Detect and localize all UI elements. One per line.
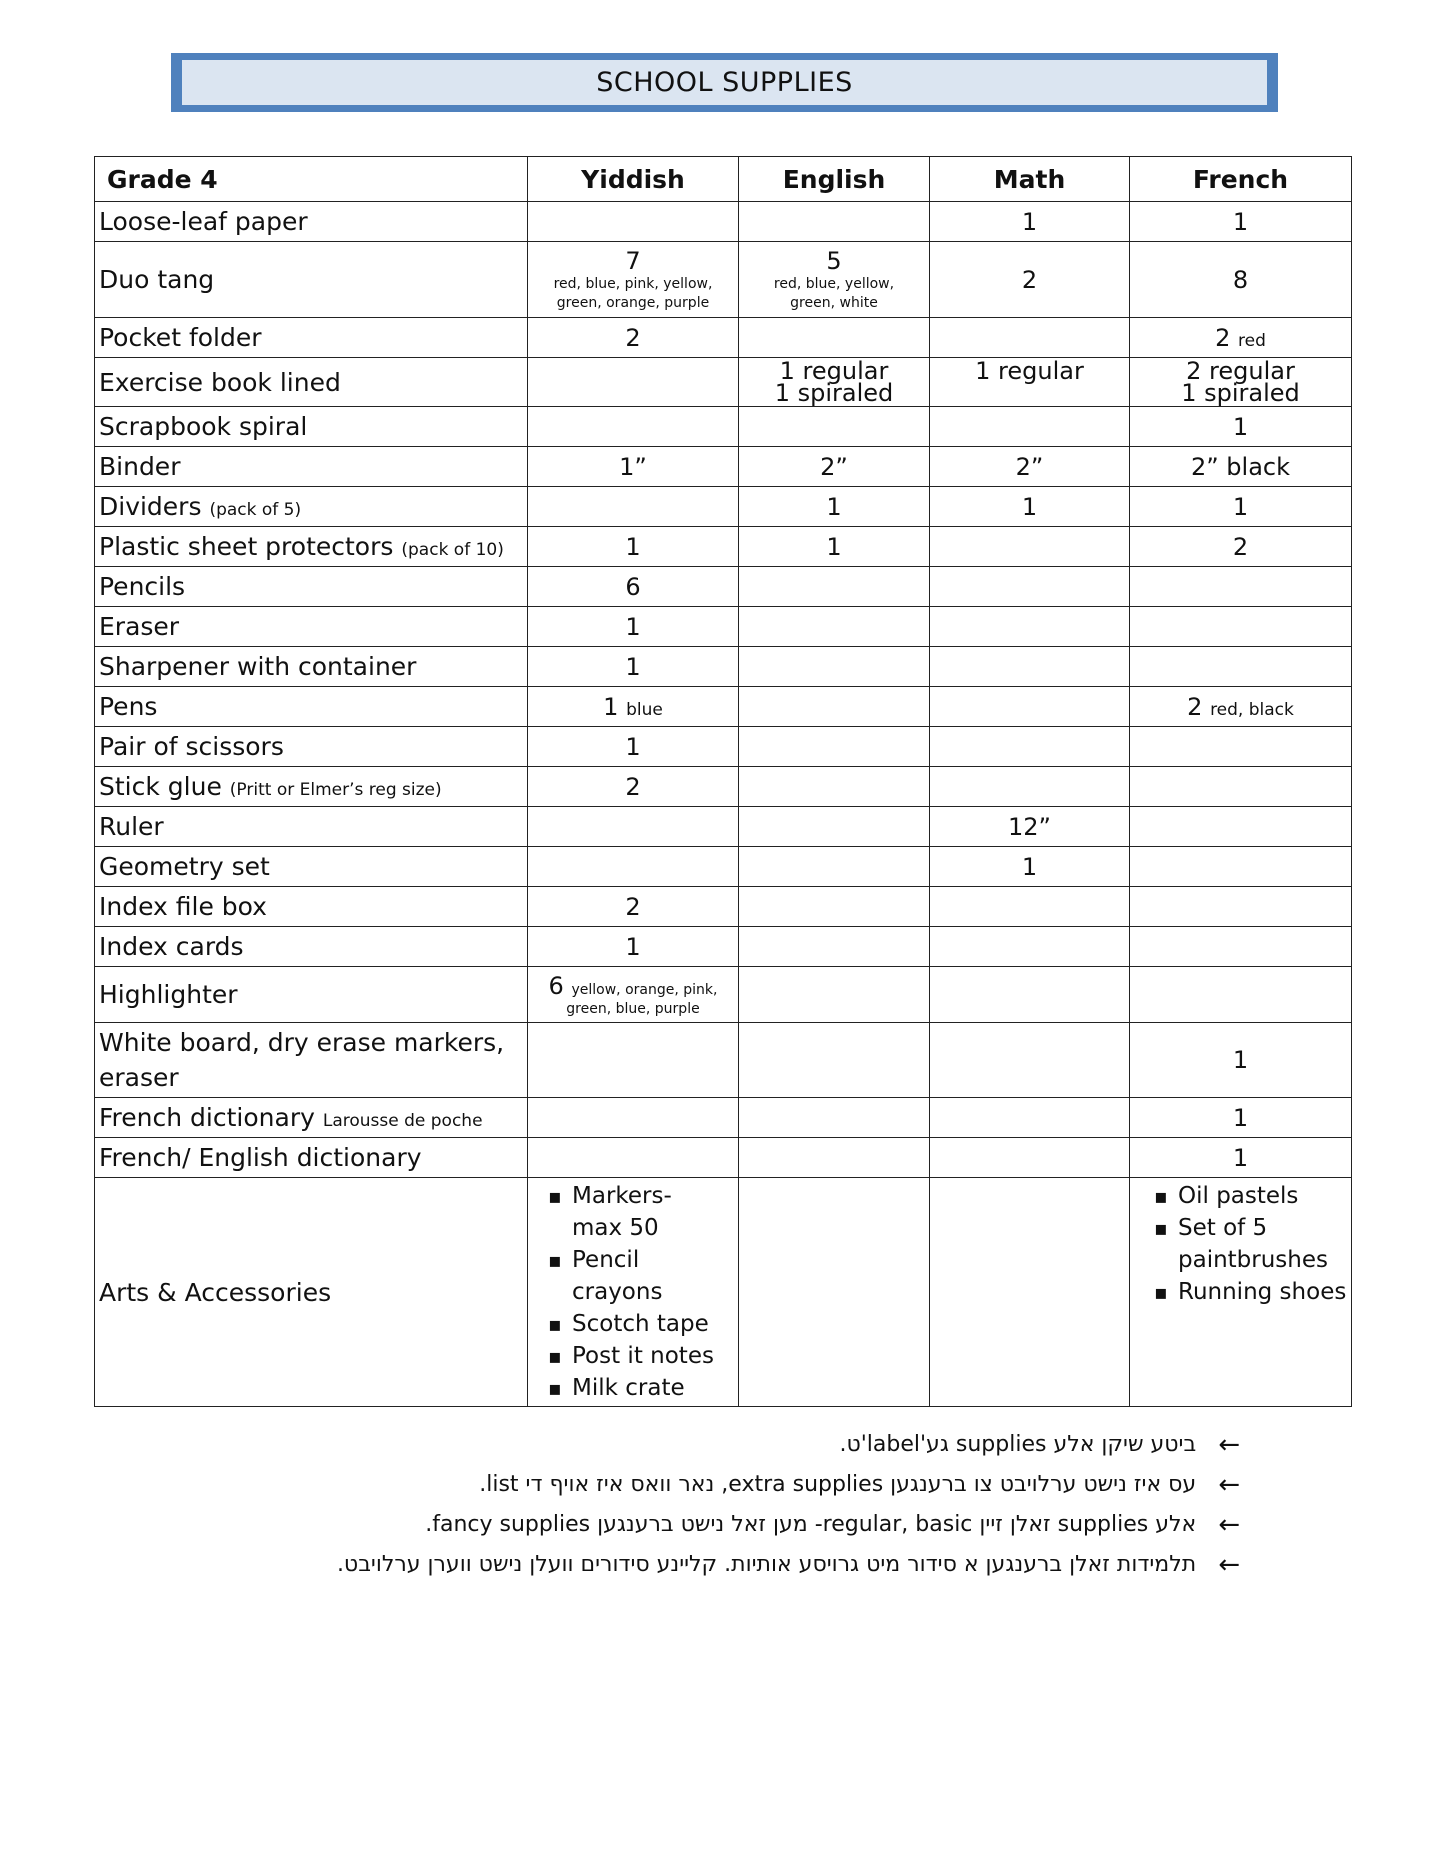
- table-row: [95, 487, 1352, 527]
- yiddish-cell: [528, 967, 739, 1023]
- french-qty: 2: [1187, 692, 1203, 721]
- table-row: [95, 607, 1352, 647]
- english-cell: [739, 767, 930, 807]
- french-cell: 1: [1130, 1098, 1352, 1138]
- yiddish-cell: [528, 1023, 739, 1098]
- french-cell: [1130, 807, 1352, 847]
- yiddish-cell: 2: [528, 318, 739, 358]
- list-item: ▪ Scotch tape: [572, 1308, 734, 1340]
- item-name: Arts & Accessories: [95, 1178, 528, 1407]
- yiddish-cell: 1: [528, 927, 739, 967]
- table-row: [95, 847, 1352, 887]
- french-cell: 1: [1130, 407, 1352, 447]
- math-cell: [930, 887, 1130, 927]
- table-row: [95, 967, 1352, 1023]
- arrow-left-icon: ←: [1218, 1430, 1240, 1460]
- list-item: ▪ Running shoes: [1178, 1276, 1347, 1308]
- yiddish-qty: 7: [625, 246, 641, 275]
- arrow-left-icon: ←: [1218, 1550, 1240, 1580]
- item-name: Geometry set: [95, 847, 528, 887]
- note-line: [200, 1465, 1240, 1505]
- table-row: [95, 647, 1352, 687]
- math-cell: [930, 358, 1130, 407]
- yiddish-detail-line-1: yellow, orange, pink,: [571, 981, 718, 998]
- english-cell: [739, 1178, 930, 1407]
- french-cell: [1130, 887, 1352, 927]
- english-cell: [739, 567, 930, 607]
- item-name: Pencils: [95, 567, 528, 607]
- note-text: תלמידות זאלן ברענגען א סידור מיט גרויסע אותיות. קליינע סידורים וועלן נישט ווערן ערלויבט.: [336, 1552, 1197, 1577]
- math-cell: [930, 767, 1130, 807]
- french-cell: [1130, 1178, 1352, 1407]
- french-cell: 8: [1130, 242, 1352, 318]
- english-cell: [739, 607, 930, 647]
- table-row: [95, 1178, 1352, 1407]
- item-name: Index cards: [95, 927, 528, 967]
- table-row: [95, 927, 1352, 967]
- table-row: [95, 447, 1352, 487]
- item-name: Scrapbook spiral: [95, 407, 528, 447]
- english-cell: [739, 807, 930, 847]
- english-cell: [739, 847, 930, 887]
- supplies-table: [94, 156, 1352, 1407]
- header-math: Math: [930, 157, 1130, 202]
- math-cell: [930, 727, 1130, 767]
- math-cell: [930, 318, 1130, 358]
- math-cell: 1: [930, 202, 1130, 242]
- english-cell: 1: [739, 487, 930, 527]
- table-row: [95, 1138, 1352, 1178]
- english-cell: [739, 242, 930, 318]
- french-detail: red, black: [1210, 699, 1294, 720]
- yiddish-cell: 1: [528, 607, 739, 647]
- header-row: [95, 157, 1352, 202]
- french-cell: [1130, 927, 1352, 967]
- french-cell: [1130, 687, 1352, 727]
- title-banner: [171, 53, 1278, 112]
- french-qty: 2: [1215, 323, 1231, 352]
- header-yiddish: Yiddish: [528, 157, 739, 202]
- item-note: Larousse de poche: [322, 1111, 483, 1131]
- math-cell: [930, 607, 1130, 647]
- yiddish-detail: red, blue, pink, yellow, green, orange, purple: [553, 275, 713, 311]
- note-text: אלע supplies זאלן זיין regular, basic- מען זאל נישט ברענגען fancy supplies.: [425, 1512, 1197, 1537]
- math-cell: 1: [930, 847, 1130, 887]
- header-grade: Grade 4: [95, 157, 528, 202]
- french-line-1: 2 regular: [1186, 357, 1295, 385]
- yiddish-cell: 2: [528, 887, 739, 927]
- header-english: English: [739, 157, 930, 202]
- english-cell: [739, 202, 930, 242]
- item-note: (pack of 5): [209, 500, 302, 520]
- english-line-1: 1 regular: [779, 357, 889, 385]
- yiddish-detail-line-2: green, blue, purple: [566, 1000, 700, 1017]
- list-item: ▪ Milk crate: [572, 1372, 734, 1404]
- math-cell: [930, 407, 1130, 447]
- french-cell: 2” black: [1130, 447, 1352, 487]
- english-cell: [739, 887, 930, 927]
- french-cell: [1130, 727, 1352, 767]
- item-name: Highlighter: [95, 967, 528, 1023]
- page-title: SCHOOL SUPPLIES: [182, 60, 1267, 105]
- item-name: White board, dry erase markers, eraser: [95, 1023, 528, 1098]
- yiddish-cell: [528, 1138, 739, 1178]
- yiddish-cell: [528, 1098, 739, 1138]
- english-cell: [739, 358, 930, 407]
- french-cell: 1: [1130, 1023, 1352, 1098]
- yiddish-cell: 1: [528, 727, 739, 767]
- table-row: [95, 807, 1352, 847]
- math-cell: [930, 567, 1130, 607]
- english-cell: [739, 407, 930, 447]
- math-cell: [930, 927, 1130, 967]
- french-cell: [1130, 647, 1352, 687]
- french-cell: 2: [1130, 527, 1352, 567]
- item-note: (pack of 10): [401, 540, 504, 560]
- english-cell: [739, 927, 930, 967]
- note-text: ביטע שיקן אלע supplies גע'label'ט.: [839, 1432, 1197, 1457]
- item-name: Exercise book lined: [95, 358, 528, 407]
- english-line-2: 1 spiraled: [774, 379, 894, 407]
- english-cell: [739, 647, 930, 687]
- item-name: Binder: [95, 447, 528, 487]
- table-row: [95, 567, 1352, 607]
- note-line: [200, 1545, 1240, 1585]
- french-cell: [1130, 847, 1352, 887]
- math-cell: [930, 527, 1130, 567]
- french-cell: [1130, 607, 1352, 647]
- yiddish-cell: [528, 487, 739, 527]
- french-detail: red: [1238, 330, 1266, 351]
- table-row: [95, 318, 1352, 358]
- item-name: Pair of scissors: [95, 727, 528, 767]
- table-row: [95, 1098, 1352, 1138]
- yiddish-cell: 1”: [528, 447, 739, 487]
- yiddish-qty: 6: [548, 971, 564, 1000]
- yiddish-cell: [528, 1178, 739, 1407]
- notes-section: [200, 1425, 1240, 1585]
- item-name: Pens: [95, 687, 528, 727]
- item-name: Loose-leaf paper: [95, 202, 528, 242]
- english-cell: 1: [739, 527, 930, 567]
- yiddish-arts-list: [532, 1180, 734, 1404]
- list-item: ▪ Pencil crayons: [572, 1244, 734, 1308]
- note-line: [200, 1425, 1240, 1465]
- item-name: Ruler: [95, 807, 528, 847]
- table-row: [95, 727, 1352, 767]
- item-name: French dictionary Larousse de poche: [95, 1098, 528, 1138]
- table-row: [95, 242, 1352, 318]
- yiddish-cell: [528, 807, 739, 847]
- english-cell: [739, 687, 930, 727]
- french-cell: 1: [1130, 1138, 1352, 1178]
- math-cell: 2”: [930, 447, 1130, 487]
- item-name: Duo tang: [95, 242, 528, 318]
- french-cell: [1130, 358, 1352, 407]
- arrow-left-icon: ←: [1218, 1470, 1240, 1500]
- math-cell: [930, 647, 1130, 687]
- list-item: ▪ Markers- max 50: [572, 1180, 682, 1244]
- yiddish-cell: 1: [528, 647, 739, 687]
- yiddish-cell: 2: [528, 767, 739, 807]
- math-cell: [930, 1023, 1130, 1098]
- item-name: Plastic sheet protectors (pack of 10): [95, 527, 528, 567]
- math-cell: [930, 1178, 1130, 1407]
- yiddish-cell: [528, 407, 739, 447]
- table-row: [95, 1023, 1352, 1098]
- french-arts-list: [1134, 1180, 1347, 1308]
- english-cell: [739, 967, 930, 1023]
- english-detail: red, blue, yellow, green, white: [773, 275, 895, 311]
- yiddish-cell: 1: [528, 527, 739, 567]
- yiddish-qty: 1: [603, 692, 619, 721]
- math-cell: [930, 687, 1130, 727]
- table-row: [95, 202, 1352, 242]
- arrow-left-icon: ←: [1218, 1510, 1240, 1540]
- math-cell: [930, 1138, 1130, 1178]
- french-cell: 1: [1130, 487, 1352, 527]
- french-cell: [1130, 567, 1352, 607]
- english-cell: [739, 318, 930, 358]
- yiddish-cell: [528, 847, 739, 887]
- french-cell: [1130, 318, 1352, 358]
- math-cell: [930, 967, 1130, 1023]
- english-cell: [739, 727, 930, 767]
- list-item: ▪ Oil pastels: [1178, 1180, 1347, 1212]
- english-cell: [739, 1023, 930, 1098]
- item-name: French/ English dictionary: [95, 1138, 528, 1178]
- math-cell: 12”: [930, 807, 1130, 847]
- math-cell: 1: [930, 487, 1130, 527]
- item-name: Dividers (pack of 5): [95, 487, 528, 527]
- french-cell: [1130, 767, 1352, 807]
- french-cell: 1: [1130, 202, 1352, 242]
- english-qty: 5: [826, 246, 842, 275]
- yiddish-cell: [528, 242, 739, 318]
- note-text: עס איז נישט ערלויבט צו ברענגען extra supplies, נאר וואס איז אויף די list.: [479, 1472, 1197, 1497]
- table-row: [95, 407, 1352, 447]
- item-note: (Pritt or Elmer’s reg size): [229, 780, 442, 800]
- header-french: French: [1130, 157, 1352, 202]
- yiddish-detail: blue: [626, 699, 663, 720]
- table-row: [95, 358, 1352, 407]
- note-line: [200, 1505, 1240, 1545]
- math-line-1: 1 regular: [975, 357, 1084, 385]
- table-row: [95, 767, 1352, 807]
- item-name: Index file box: [95, 887, 528, 927]
- item-name: Eraser: [95, 607, 528, 647]
- french-line-2: 1 spiraled: [1181, 379, 1300, 407]
- english-cell: [739, 1098, 930, 1138]
- english-cell: 2”: [739, 447, 930, 487]
- table-row: [95, 527, 1352, 567]
- yiddish-cell: [528, 358, 739, 407]
- item-name: Stick glue (Pritt or Elmer’s reg size): [95, 767, 528, 807]
- item-name: Sharpener with container: [95, 647, 528, 687]
- yiddish-cell: [528, 202, 739, 242]
- math-cell: 2: [930, 242, 1130, 318]
- table-row: [95, 887, 1352, 927]
- math-cell: [930, 1098, 1130, 1138]
- yiddish-cell: 6: [528, 567, 739, 607]
- yiddish-cell: [528, 687, 739, 727]
- list-item: ▪ Post it notes: [572, 1340, 734, 1372]
- table-row: [95, 687, 1352, 727]
- french-cell: [1130, 967, 1352, 1023]
- english-cell: [739, 1138, 930, 1178]
- item-name: Pocket folder: [95, 318, 528, 358]
- list-item: ▪ Set of 5 paintbrushes: [1178, 1212, 1328, 1276]
